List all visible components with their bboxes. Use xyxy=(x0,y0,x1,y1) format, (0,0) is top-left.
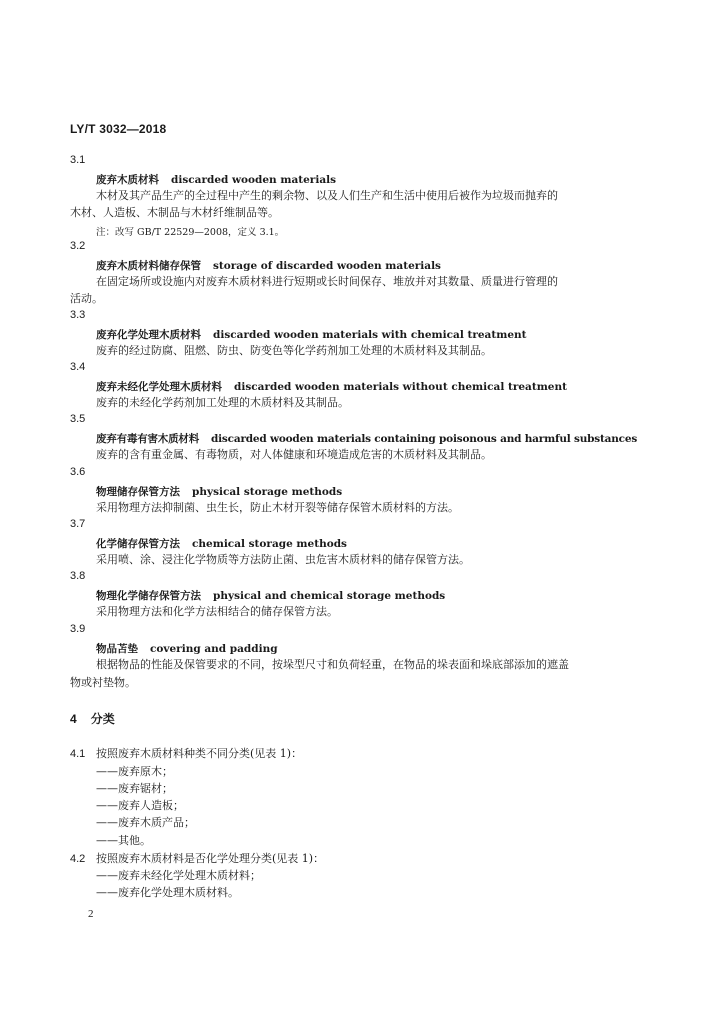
definition-line: 在固定场所或设施内对废弃木质材料进行短期或长时间保存、堆放并对其数量、质量进行管理的 xyxy=(96,275,558,288)
clause-number: 4.1 xyxy=(70,748,86,760)
list-item: ——废弃木质产品； xyxy=(96,816,195,829)
term-number: 3.7 xyxy=(70,518,86,530)
term-heading xyxy=(96,172,336,187)
term-number: 3.2 xyxy=(70,240,86,252)
term-heading xyxy=(96,588,445,603)
term-number: 3.9 xyxy=(70,623,86,635)
term-heading xyxy=(96,484,342,499)
term-heading xyxy=(96,641,278,656)
term-heading xyxy=(96,379,567,394)
term-number: 3.1 xyxy=(70,154,86,166)
term-en: covering and padding xyxy=(150,643,278,655)
page-number: 2 xyxy=(88,908,94,920)
definition-line: 采用物理方法抑制菌、虫生长，防止木材开裂等储存保管木质材料的方法。 xyxy=(96,501,459,514)
chapter-heading xyxy=(70,710,115,727)
clause-number: 4.2 xyxy=(70,853,86,865)
definition-line: 采用喷、涂、浸注化学物质等方法防止菌、虫危害木质材料的储存保管方法。 xyxy=(96,553,470,566)
definition-line: 废弃的经过防腐、阻燃、防虫、防变色等化学药剂加工处理的木质材料及其制品。 xyxy=(96,344,492,357)
chapter-title: 分类 xyxy=(90,712,115,726)
term-en: storage of discarded wooden materials xyxy=(213,260,441,272)
definition-line: 根据物品的性能及保管要求的不同，按垛型尺寸和负荷轻重，在物品的垛表面和垛底部添加的遮盖 xyxy=(96,658,569,671)
term-zh: 废弃有毒有害木质材料 xyxy=(96,433,199,445)
definition-line: 木材及其产品生产的全过程中产生的剩余物、以及人们生产和生活中使用后被作为垃圾而抛弃的 xyxy=(96,189,558,202)
term-zh: 废弃木质材料 xyxy=(96,174,159,186)
term-note: 注：改写 GB/T 22529—2008，定义 3.1。 xyxy=(96,227,285,238)
term-en: discarded wooden materials with chemical treatment xyxy=(213,329,527,341)
clause-text: 按照废弃木质材料种类不同分类(见表 1)： xyxy=(96,747,303,760)
definition-line: 废弃的未经化学药剂加工处理的木质材料及其制品。 xyxy=(96,396,349,409)
list-item: ——废弃锯材； xyxy=(96,782,173,795)
term-zh: 物理储存保管方法 xyxy=(96,486,180,498)
list-item: ——废弃原木； xyxy=(96,765,173,778)
term-en: discarded wooden materials containing poisonous and harmful substances xyxy=(211,433,638,445)
term-en: physical and chemical storage methods xyxy=(213,590,446,602)
term-number: 3.4 xyxy=(70,361,86,373)
term-heading xyxy=(96,258,441,273)
term-zh: 废弃未经化学处理木质材料 xyxy=(96,381,222,393)
clause-4-1 xyxy=(70,745,302,761)
definition-line: 采用物理方法和化学方法相结合的储存保管方法。 xyxy=(96,605,338,618)
standard-code: LY/T 3032—2018 xyxy=(70,122,167,136)
list-item: ——废弃未经化学处理木质材料； xyxy=(96,869,261,882)
term-en: chemical storage methods xyxy=(192,538,347,550)
list-item: ——废弃人造板； xyxy=(96,799,184,812)
term-zh: 化学储存保管方法 xyxy=(96,538,180,550)
term-number: 3.5 xyxy=(70,413,86,425)
definition-line: 物或衬垫物。 xyxy=(70,676,136,689)
clause-text: 按照废弃木质材料是否化学处理分类(见表 1)： xyxy=(96,852,325,865)
definition-line: 木材、人造板、木制品与木材纤维制品等。 xyxy=(70,206,279,219)
term-en: discarded wooden materials without chemical treatment xyxy=(234,381,567,393)
chapter-number: 4 xyxy=(70,712,77,726)
clause-4-2 xyxy=(70,850,324,866)
term-en: discarded wooden materials xyxy=(171,174,337,186)
definition-line: 废弃的含有重金属、有毒物质，对人体健康和环境造成危害的木质材料及其制品。 xyxy=(96,448,492,461)
term-zh: 物理化学储存保管方法 xyxy=(96,590,201,602)
term-heading xyxy=(96,431,637,446)
term-zh: 物品苫垫 xyxy=(96,643,138,655)
list-item: ——其他。 xyxy=(96,834,151,847)
term-zh: 废弃化学处理木质材料 xyxy=(96,329,201,341)
term-heading xyxy=(96,536,347,551)
term-en: physical storage methods xyxy=(192,486,343,498)
term-number: 3.6 xyxy=(70,466,86,478)
list-item: ——废弃化学处理木质材料。 xyxy=(96,886,239,899)
term-number: 3.3 xyxy=(70,309,86,321)
term-number: 3.8 xyxy=(70,570,86,582)
definition-line: 活动。 xyxy=(70,292,103,305)
term-heading xyxy=(96,327,526,342)
term-zh: 废弃木质材料储存保管 xyxy=(96,260,201,272)
